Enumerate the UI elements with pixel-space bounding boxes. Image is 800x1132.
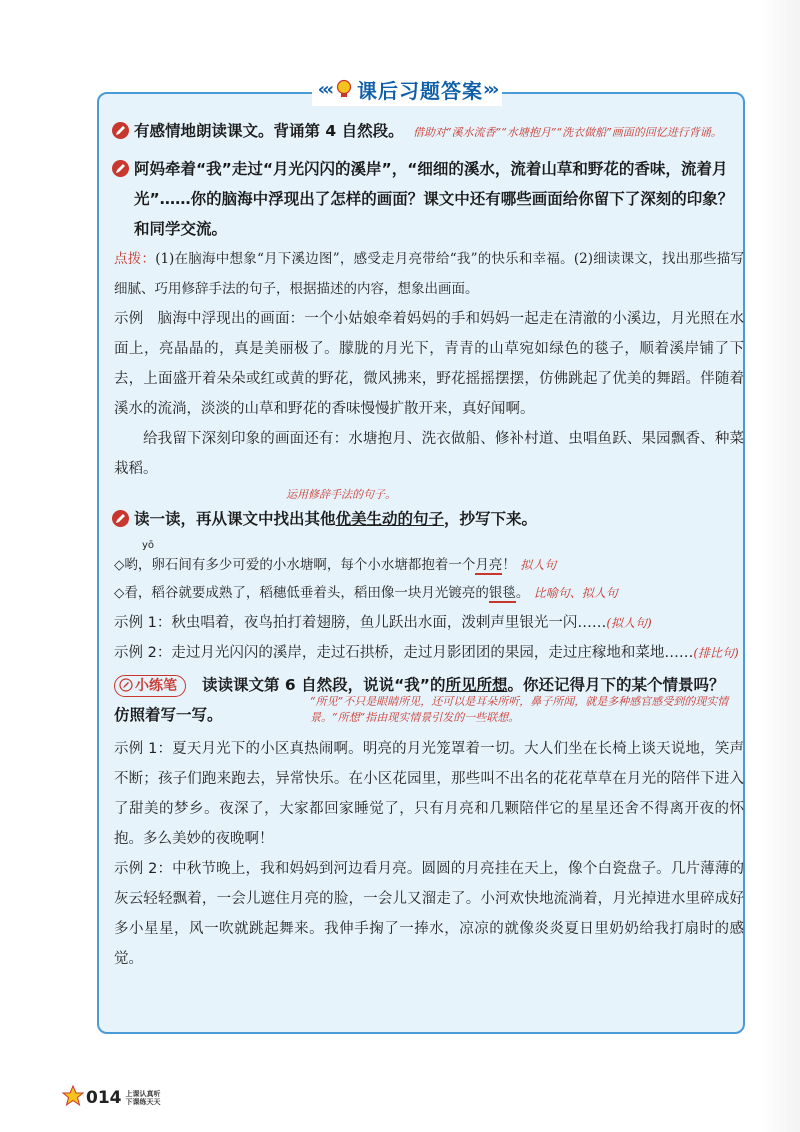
sentence-2 <box>114 578 744 608</box>
question-3 <box>114 504 744 534</box>
practice-label: 小练笔 <box>135 678 177 694</box>
practice-example-2: 示例 2：中秋节晚上，我和妈妈到河边看月亮。圆圆的月亮挂在天上，像个白瓷盘子。几片薄薄的灰云轻轻飘着，一会儿遮住月亮的脸，一会儿又溜走了。小河欢快地流淌着，月光掉进水里碎成好多小星星，风一吹就跳起舞来。我伸手掬了一捧水，凉凉的就像炎炎夏日里奶奶给我打扇时的感觉。 <box>114 861 744 967</box>
sentence-2-pre: ◇看，稻谷就要成熟了，稻穗低垂着头，稻田像一块月光镀亮的 <box>114 585 489 601</box>
question-3-post: ，抄写下来。 <box>444 510 538 528</box>
sentence-2-note: 比喻句、拟人句 <box>533 586 618 600</box>
section-banner <box>312 72 502 106</box>
pinyin: yō <box>142 540 155 551</box>
pencil-badge-icon <box>112 160 129 177</box>
question-2 <box>114 154 744 244</box>
tip <box>114 244 744 304</box>
question-3-underlined: 优美生动的句子 <box>335 510 445 528</box>
question-3-pre: 读一读，再从课文中找出其他 <box>134 510 336 528</box>
page-edge-shadow <box>760 0 800 1132</box>
right-arrows-icon: ››› <box>483 78 497 100</box>
example-label: 示例 <box>114 311 144 327</box>
practice-post: 。你还记得月下的某个情景吗？ <box>507 676 725 694</box>
left-arrows-icon: ‹‹‹ <box>317 78 331 100</box>
practice-line-2: 仿照着写一写。 <box>114 706 223 724</box>
q3-example-2 <box>114 638 744 668</box>
pen-icon <box>119 678 133 692</box>
pencil-badge-icon <box>112 122 129 139</box>
page-number: 014 <box>86 1088 122 1108</box>
practice-line-2-row <box>114 695 744 734</box>
q3-example-2-text: 示例 2：走过月光闪闪的溪岸，走过石拱桥，走过月影团团的果园，走过庄稼地和菜地…… <box>114 645 694 661</box>
footer-slogan-2: 下课练天天 <box>125 1098 161 1106</box>
tip-text: (1)在脑海中想象“月下溪边图”，感受走月亮带给“我”的快乐和幸福。(2)细读课文，找出那些描写细腻、巧用修辞手法的句子，根据描述的内容，想象出画面。 <box>114 251 745 297</box>
sentence-2-underlined: 银毯 <box>488 585 516 601</box>
practice-label-badge <box>114 675 186 697</box>
sentence-1-pre: ◇哟，卵石间有多少可爱的小水塘啊，每个小水塘都抱着一个 <box>114 557 476 573</box>
page-footer <box>62 1086 161 1110</box>
question-3-note: 运用修辞手法的句子。 <box>286 488 396 501</box>
q3-example-1-text: 示例 1：秋虫唱着，夜鸟拍打着翅膀，鱼儿跃出水面，泼剌声里银光一闪…… <box>114 615 607 631</box>
sentence-1-underlined: 月亮 <box>475 557 503 573</box>
footer-slogan-1: 上课认真听 <box>125 1090 161 1098</box>
lightbulb-icon <box>335 79 353 99</box>
practice-note: “所见”不只是眼睛所见，还可以是耳朵所听，鼻子所闻，就是多种感官感受到的现实情景。“所想”指由现实情景引发的一些联想。 <box>310 695 729 724</box>
pencil-badge-icon <box>112 510 129 527</box>
q3-example-1-note: (拟人句) <box>606 616 652 630</box>
practice-pre: 读读课文第 6 自然段，说说“我”的 <box>202 676 446 694</box>
star-mascot-icon <box>62 1085 84 1111</box>
example-paragraph-2: 给我留下深刻印象的画面还有：水塘抱月、洗衣做船、修补村道、虫唱鱼跃、果园飘香、种菜栽稻。 <box>114 431 744 477</box>
example-paragraph <box>114 304 744 424</box>
practice-example-1: 示例 1：夏天月光下的小区真热闹啊。明亮的月光笼罩着一切。大人们坐在长椅上谈天说地，笑声不断；孩子们跑来跑去，异常快乐。在小区花园里，那些叫不出名的花花草草在月光的陪伴下进入了甜美的梦乡。夜深了，大家都回家睡觉了，只有月亮和几颗陪伴它的星星还舍不得离开夜的怀抱。多么美妙的夜晚啊！ <box>114 741 744 847</box>
banner-title: 课后习题答案 <box>357 78 483 103</box>
sentence-1-post: ！ <box>502 557 516 573</box>
tip-label: 点拨： <box>114 251 156 267</box>
question-1 <box>114 116 744 148</box>
question-1-note: 借助对“溪水流香”“水塘抱月”“洗衣做船”画面的回忆进行背诵。 <box>413 126 722 139</box>
practice-underlined: 所见所想 <box>445 676 508 694</box>
question-2-text: 阿妈牵着“我”走过“月光闪闪的溪岸”，“细细的溪水，流着山草和野花的香味，流着月光”……你的脑海中浮现出了怎样的画面？课文中还有哪些画面给你留下了深刻的印象？和同学交流。 <box>134 160 734 238</box>
example-text: 脑海中浮现出的画面：一个小姑娘牵着妈妈的手和妈妈一起走在清澈的小溪边，月光照在水面上，亮晶晶的，真是美丽极了。朦胧的月光下，青青的山草宛如绿色的毯子，顺着溪岸铺了下去，上面盛开着朵朵或红或黄的野花，微风拂来，野花摇摇摆摆，仿佛跳起了优美的舞蹈。伴随着溪水的流淌，淡淡的山草和野花的香味慢慢扩散开来，真好闻啊。 <box>114 311 745 417</box>
content <box>114 108 744 974</box>
q3-example-2-note: (排比句) <box>693 646 739 660</box>
sentence-1 <box>114 552 744 578</box>
sentence-1-note: 拟人句 <box>520 558 557 572</box>
footer-slogan <box>126 1090 161 1106</box>
q3-example-1 <box>114 608 744 638</box>
question-1-text: 有感情地朗读课文。背诵第 4 自然段。 <box>134 122 404 140</box>
sentence-2-post: 。 <box>515 585 530 601</box>
